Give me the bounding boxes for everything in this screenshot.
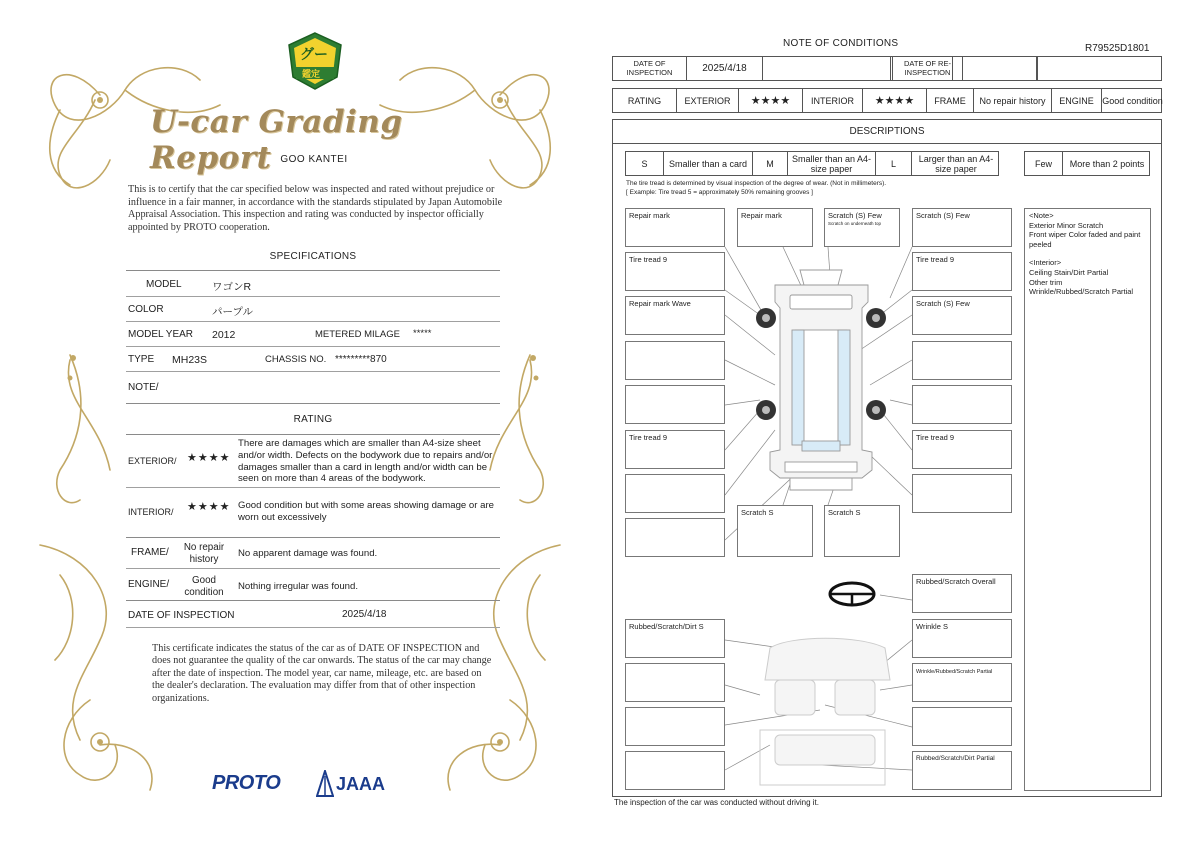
damage-box-roof-note: Scratch on underneath top <box>828 221 882 226</box>
color-label: COLOR <box>128 304 164 315</box>
interior-stars: ★★★★ <box>187 501 231 513</box>
model-value: ワゴンR <box>212 281 252 293</box>
note-body: Exterior Minor Scratch Front wiper Color faded and paint peeled <box>1029 220 1141 249</box>
metered-mileage-label: METERED MILAGE <box>315 329 400 340</box>
damage-box-left-4 <box>625 341 725 380</box>
engine-value: Good condition <box>184 575 224 598</box>
proto-logo: PROTO <box>212 772 281 794</box>
specifications-heading: SPECIFICATIONS <box>269 251 357 262</box>
damage-box-right-5 <box>912 385 1012 424</box>
frame-value: No repair history <box>183 542 225 565</box>
legend-few: Few <box>1025 152 1063 175</box>
divider <box>126 568 500 569</box>
damage-box-right-4 <box>912 341 1012 380</box>
damage-box-left-5 <box>625 385 725 424</box>
exterior-stars: ★★★★ <box>739 89 803 112</box>
jaaa-mark-icon <box>316 770 334 798</box>
divider <box>126 434 500 435</box>
interior-label: INTERIOR <box>803 89 863 112</box>
interior-box-left-4 <box>625 751 725 790</box>
damage-box-roof-text: Scratch (S) Few <box>828 211 882 220</box>
badge-top-text: グー <box>300 46 328 62</box>
tire-example-line: [ Example: Tire tread 5 = approximately 50% remaining grooves ] <box>626 188 813 196</box>
badge-bottom-text: 鑑定 <box>302 69 321 79</box>
damage-box-left-7 <box>625 474 725 513</box>
engine-value: Good condition <box>1102 95 1163 106</box>
engine-label: ENGINE/ <box>128 579 170 590</box>
date-of-reinspection-label: DATE OF RE-INSPECTION <box>892 57 963 80</box>
divider <box>126 600 500 601</box>
model-year-value: 2012 <box>212 329 236 341</box>
note-of-conditions <box>600 0 1200 848</box>
frame-label: FRAME <box>927 89 974 112</box>
damage-box-fender-left: Repair mark Wave <box>625 296 725 335</box>
engine-description: Nothing irregular was found. <box>238 581 358 592</box>
interior-box-left-2 <box>625 663 725 702</box>
tire-note-line: The tire tread is determined by visual inspection of the degree of wear. (Not in millimeters). <box>626 180 887 187</box>
spacer <box>1029 249 1146 258</box>
damage-box-rear-right: Scratch S <box>824 505 900 557</box>
interior-box-door-right: Wrinkle/Rubbed/Scratch Partial <box>912 663 1012 702</box>
notes-panel <box>1024 208 1151 791</box>
date-of-inspection-label: DATE OF INSPECTION <box>128 610 235 621</box>
frame-value: No repair history <box>974 89 1052 112</box>
certificate-subtitle: GOO KANTEI <box>280 154 348 165</box>
interior-box-right-3 <box>912 707 1012 746</box>
damage-box-tire-rear-left: Tire tread 9 <box>625 430 725 469</box>
exterior-label: EXTERIOR/ <box>128 456 177 466</box>
interior-description: Good condition but with some areas showing damage or are worn out excessively <box>238 500 494 523</box>
legend-s: S <box>626 152 664 175</box>
frame-description: No apparent damage was found. <box>238 548 378 559</box>
legend-s-desc: Smaller than a card <box>664 152 753 175</box>
divider <box>126 487 500 488</box>
damage-box-tire-front-right: Tire tread 9 <box>912 252 1012 291</box>
damage-box-front-right: Scratch (S) Few <box>912 208 1012 247</box>
damage-box-hood: Repair mark <box>737 208 813 247</box>
divider <box>126 627 500 628</box>
divider <box>126 403 500 404</box>
chassis-value: *********870 <box>335 354 387 365</box>
metered-mileage-value: ***** <box>413 328 432 339</box>
model-label: MODEL <box>146 279 182 290</box>
damage-box-tire-rear-right: Tire tread 9 <box>912 430 1012 469</box>
date-of-inspection-label: DATE OF INSPECTION <box>613 57 687 80</box>
model-year-label: MODEL YEAR <box>128 329 194 340</box>
steering-wheel-icon <box>830 583 874 605</box>
date-of-inspection-value: 2025/4/18 <box>687 57 763 80</box>
divider <box>126 346 500 347</box>
divider <box>126 321 500 322</box>
note-label: NOTE/ <box>128 382 159 393</box>
damage-box-rear-left: Scratch S <box>737 505 813 557</box>
damage-box-fender-right: Scratch (S) Few <box>912 296 1012 335</box>
rating-heading: RATING <box>293 414 333 425</box>
exterior-description: There are damages which are smaller than A4-size sheet and/or width. Defects on the bodywork due to repairs and/or damages smaller than a card in length and/or width can be seen on more than 4 areas of the bodywork. <box>238 438 493 485</box>
jaaa-logo: JAAA <box>336 774 386 794</box>
rating-label: RATING <box>613 89 677 112</box>
interior-box-front-seat-right: Wrinkle S <box>912 619 1012 658</box>
divider <box>126 371 500 372</box>
legend-m-desc: Smaller than an A4-size paper <box>788 152 876 175</box>
noc-title: NOTE OF CONDITIONS <box>783 38 899 49</box>
type-value: MH23S <box>172 354 208 366</box>
interior-stars: ★★★★ <box>863 89 927 112</box>
type-label: TYPE <box>128 354 155 365</box>
chassis-label: CHASSIS NO. <box>265 354 327 365</box>
damage-box-front-left: Repair mark <box>625 208 725 247</box>
descriptions-heading-text: DESCRIPTIONS <box>849 126 925 137</box>
legend-l-desc: Larger than an A4-size paper <box>918 153 994 174</box>
interior-box-dashboard: Rubbed/Scratch/Dirt S <box>625 619 725 658</box>
damage-box-roof <box>824 208 900 247</box>
interior-box-steering: Rubbed/Scratch Overall <box>912 574 1012 613</box>
legend-l: L <box>876 152 912 175</box>
divider <box>126 537 500 538</box>
damage-box-right-7 <box>912 474 1012 513</box>
noc-footer: The inspection of the car was conducted without driving it. <box>614 798 819 807</box>
logos <box>212 770 402 800</box>
certificate-intro: This is to certify that the car specified below was inspected and rated without prejudice or influence in a fair manner, in accordance with the standards stipulated by Japan Automobile Appraisal Association. This inspection and rating was conducted by inspector officially appointed by PROTO cooperation. <box>128 184 503 233</box>
damage-box-tire-front-left: Tire tread 9 <box>625 252 725 291</box>
interior-heading: <Interior> <box>1029 258 1062 268</box>
engine-label: ENGINE <box>1052 89 1102 112</box>
note-heading: <Note> <box>1029 211 1054 220</box>
interior-box-left-3 <box>625 707 725 746</box>
interior-box-rear-seat: Rubbed/Scratch/Dirt Partial <box>912 751 1012 790</box>
certificate-footer: This certificate indicates the status of the car as of DATE OF INSPECTION and does not guarantee the quality of the car onwards. The status of the car may change after the date of inspection. The model year, car name, mileage, etc. are based on the dealer's declaration. The evaluation may differ from that of other inspection organizations. <box>152 643 492 704</box>
interior-body: Ceiling Stain/Dirt Partial Other trim Wrinkle/Rubbed/Scratch Partial <box>1029 267 1134 297</box>
legend-m: M <box>753 152 788 175</box>
date-of-inspection-value: 2025/4/18 <box>342 609 387 620</box>
certificate-title: U-car Grading Report <box>150 104 403 176</box>
interior-label: INTERIOR/ <box>128 507 174 517</box>
report-id: R79525D1801 <box>1085 43 1150 54</box>
damage-box-left-8 <box>625 518 725 557</box>
divider <box>126 270 500 271</box>
color-value: パープル <box>212 306 254 318</box>
divider <box>126 296 500 297</box>
frame-label: FRAME/ <box>131 547 169 558</box>
legend-few-desc: More than 2 points <box>1069 158 1145 169</box>
exterior-stars: ★★★★ <box>187 452 231 464</box>
exterior-label: EXTERIOR <box>677 89 739 112</box>
